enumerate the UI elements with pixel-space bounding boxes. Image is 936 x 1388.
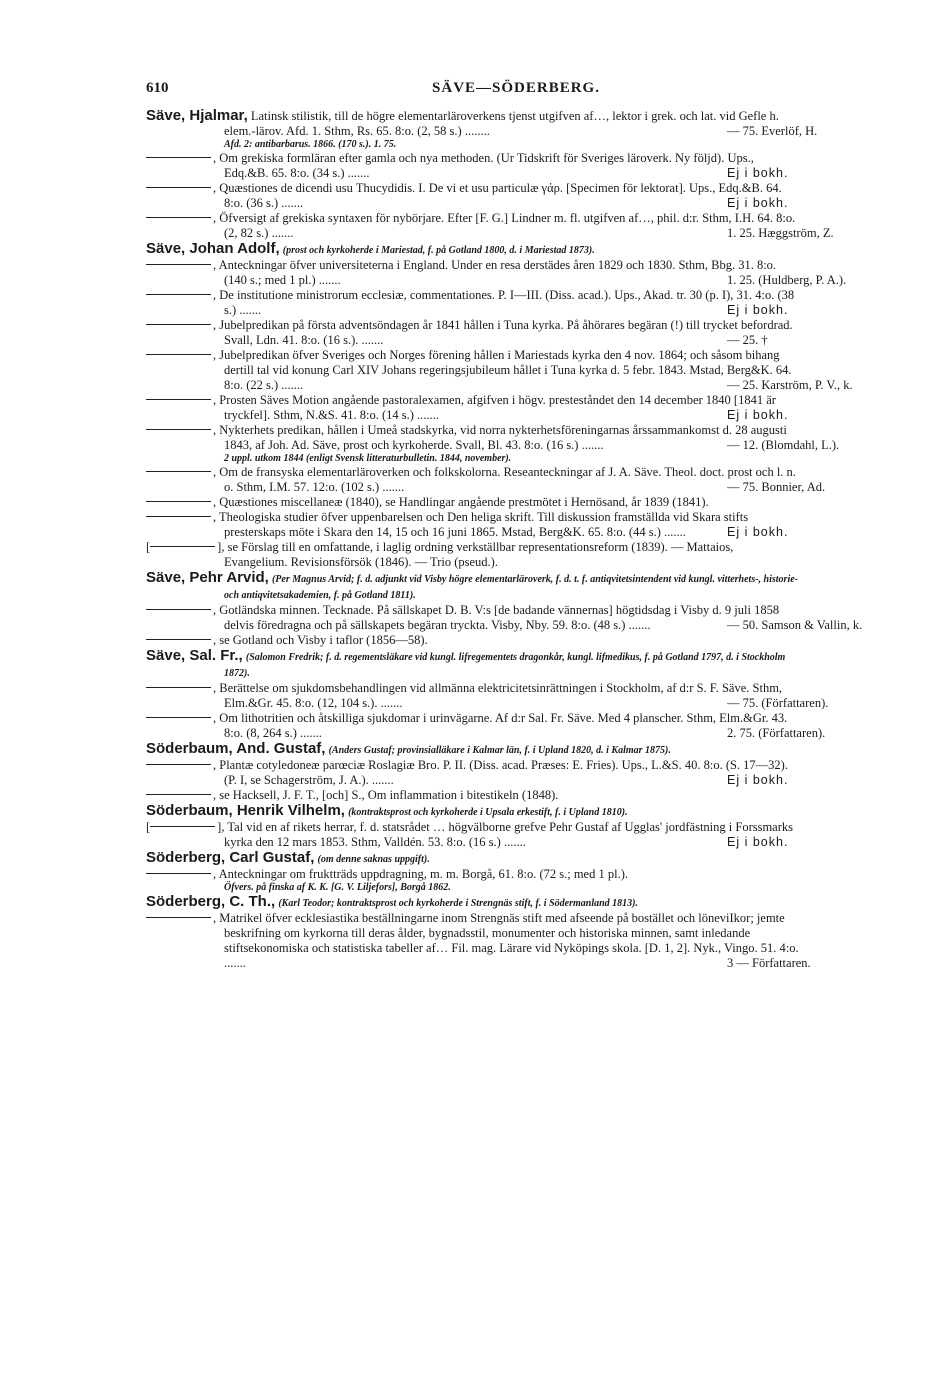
author-heading — [146, 241, 799, 258]
author-heading — [146, 741, 799, 758]
work-entry: , Öfversigt af grekiska syntaxen för nybörjare. Efter [F. G.] Lindner m. fl. utgifven af…, phil. d:r. Sthm, I.H. 64. 8:o. (2, 82 s.) ....... 1. 25. Hæggström, Z. — [146, 211, 799, 241]
work-entry: , Om lithotritien och åtskilliga sjukdomar i urinvägarne. Af d:r Sal. Fr. Säve. Med 4 planscher. Sthm, Elm.&Gr. 43. 8:o. (8, 264 s.) ....... 2. 75. (Författaren). — [146, 711, 799, 741]
page-number: 610 — [146, 80, 169, 96]
author-note: (Anders Gustaf; provinsialläkare i Kalmar län, f. i Upland 1820, d. i Kalmar 1875). — [328, 745, 671, 756]
work-entry: , Berättelse om sjukdomsbehandlingen vid allmänna elektricitetsinrättningen i Stockholm, af d:r S. F. Säve. Sthm, Elm.&Gr. 45. 8:o. (12, 104 s.). ....... — 75. (Författaren). — [146, 681, 799, 711]
work-title: Jubelpredikan öfver Sveriges och Norges förening hållen i Mariestads kyrka den 4 nov. 1864; och såsom bihang dertill tal vid konung Carl XIV Johans regeringsjubileum hållet i Tuna kyrka d. 5 febr. 1843. Mstad, Berg&K. 64. 8:o. (22 s.) ....... — [219, 348, 792, 392]
author-entry — [146, 894, 914, 971]
author-heading — [146, 803, 799, 820]
work-title: Quæstiones de dicendi usu Thucydidis. I. De vi et usu particulæ γάρ. [Specimen för lektorat]. Ups., Edq.&B. 64. 8:o. (36 s.) ....... — [219, 181, 782, 210]
entry-dash — [146, 264, 211, 265]
work-entry: , Om grekiska formläran efter gamla och nya methoden. (Ur Tidskrift för Sveriges läroverk. Ny följd). Ups., Edq.&B. 65. 8:o. (34 s.) ....... Ej i bokh. — [146, 151, 799, 181]
work-entry: , Anteckningar om fruktträds uppdragning, m. m. Borgå, 61. 8:o. (72 s.; med 1 pl.). — [146, 867, 799, 882]
work-title: Matrikel öfver ecklesiastika beställningarne inom Strengnäs stift med afseende på bostället och löneviIkor; jemte beskrifning om kyrkorna till deras ålder, bygnadsstil, monumenter och historiska minnen, samt inledande stiftsekonomiska och statistiska tabeller af… Fil. mag. Lärare vid Nyköpings skola. [D. 1, 2]. Nyk., Vingo. 51. 4:o. ....... — [219, 911, 799, 970]
price-publisher: Ej i bokh. — [727, 835, 789, 849]
work-entry: [ ], Tal vid en af rikets herrar, f. d. statsrådet … högvälborne grefve Pehr Gustaf af Ugglas' jordfästning i Forssmarks kyrka den 12 mars 1853. Sthm, Valldén. 53. 8:o. (16 s.) ....... Ej i bokh. — [146, 820, 799, 850]
work-title: Jubelpredikan på första adventsöndagen år 1841 hållen i Tuna kyrka. På åhörares begäran (!) till trycket befordrad. Svall, Ldn. 41. 8:o. (16 s.). ....... — [219, 318, 793, 347]
work-title: se Förslag till en omfattande, i laglig ordning verkställbar representationsreform (1839). — Mattaios, Evangelium. Revisionsförsök (1846). — Trio (pseud.). — [224, 540, 734, 569]
work-title: Nykterhets predikan, hållen i Umeå stadskyrka, vid norra nykterhetsföreningarnas årssammankomst d. 28 augusti 1843, af Joh. Ad. Säve, prost och kyrkoherde. Svall, Bl. 43. 8:o. (16 s.) ....... — [219, 423, 787, 452]
work-entry: , Gotländska minnen. Tecknade. På sällskapet D. B. V:s [de badande vännernas] högtidsdag i Visby d. 9 juli 1858 delvis föredragna och på sällskapets begäran tryckta. Visby, Nby. 59. 8:o. (48 s.) ....... — 50. Samson & Vallin, k. — [146, 603, 799, 633]
entry-dash — [146, 429, 211, 430]
entry-dash — [146, 687, 211, 688]
author-heading — [146, 648, 799, 681]
work-entry: , Om de fransyska elementarläroverken och folkskolorna. Reseanteckningar af J. A. Säve. Theol. doct. prost och l. n. o. Sthm, I.M. 57. 12:o. (102 s.) ....... — 75. Bonnier, Ad. — [146, 465, 799, 495]
work-title: se Gotland och Visby i taflor (1856—58). — [219, 633, 428, 647]
price-publisher: Ej i bokh. — [727, 408, 789, 422]
price-publisher: — 75. Bonnier, Ad. — [727, 480, 826, 494]
author-name: Säve, Sal. Fr., — [146, 647, 243, 664]
work-entry: , Theologiska studier öfver uppenbarelsen och Den heliga skrift. Till diskussion framställda vid Skara stifts presterskaps möte i Skara den 14, 15 och 16 juni 1865. Mstad, Berg&K. 65. 8:o. (44 s.) ....... Ej i bokh. — [146, 510, 799, 540]
work-title: Prosten Säves Motion angående pastoralexamen, afgifven i högv. presteståndet den 14 december 1840 [1841 är tryckfel]. Sthm, N.&S. 41. 8:o. (14 s.) ....... — [219, 393, 776, 422]
author-note: (Karl Teodor; kontraktsprost och kyrkoherde i Strengnäs stift, f. i Södermanland 1813). — [278, 898, 638, 909]
entries-list — [146, 108, 914, 971]
work-title: Tal vid en af rikets herrar, f. d. statsrådet … högvälborne grefve Pehr Gustaf af Ugglas' jordfästning i Forssmarks kyrka den 12 mars 1853. Sthm, Valldén. 53. 8:o. (16 s.) ....... — [224, 820, 794, 849]
price-publisher: — 25. Karström, P. V., k. — [727, 378, 853, 392]
author-entry — [146, 241, 914, 570]
work-title: Quæstiones miscellaneæ (1840), se Handlingar angående prestmötet i Hernösand, år 1839 (1841). — [219, 495, 709, 509]
work-title: Gotländska minnen. Tecknade. På sällskapet D. B. V:s [de badande vännernas] högtidsdag i Visby d. 9 juli 1858 delvis föredragna och på sällskapets begäran tryckta. Visby, Nby. 59. 8:o. (48 s.) ....... — [219, 603, 780, 632]
entry-dash — [146, 717, 211, 718]
entry-dash — [146, 354, 211, 355]
work-entry: , Jubelpredikan öfver Sveriges och Norges förening hållen i Mariestads kyrka den 4 nov. 1864; och såsom bihang dertill tal vid konung Carl XIV Johans regeringsjubileum hållet i Tuna kyrka d. 5 febr. 1843. Mstad, Berg&K. 64. 8:o. (22 s.) ....... — 25. Karström, P. V., k. — [146, 348, 799, 393]
work-entry: , Prosten Säves Motion angående pastoralexamen, afgifven i högv. presteståndet den 14 december 1840 [1841 är tryckfel]. Sthm, N.&S. 41. 8:o. (14 s.) ....... Ej i bokh. — [146, 393, 799, 423]
work-title: Om de fransyska elementarläroverken och folkskolorna. Reseanteckningar af J. A. Säve. Theol. doct. prost och l. n. o. Sthm, I.M. 57. 12:o. (102 s.) ....... — [219, 465, 796, 494]
entry-dash — [146, 217, 211, 218]
author-name: Söderberg, C. Th., — [146, 893, 276, 910]
work-note: Afd. 2: antibarbarus. 1866. (170 s.). 1. 75. — [224, 139, 397, 150]
price-publisher: — 75. (Författaren). — [727, 696, 829, 710]
price-publisher: Ej i bokh. — [727, 303, 789, 317]
author-name: Säve, Hjalmar, — [146, 107, 248, 124]
entry-dash — [146, 764, 211, 765]
author-note: (Per Magnus Arvid; f. d. adjunkt vid Visby högre elementarläroverk, f. d. t. f. antiqvitetsintendent vid kungl. vitterhets-, historie- och antiqvitetsakademien, f. på Gotland 1811). — [224, 574, 798, 601]
author-entry — [146, 108, 914, 241]
work-entry: , se Gotland och Visby i taflor (1856—58). — [146, 633, 799, 648]
entry-dash — [146, 639, 211, 640]
price-publisher: 1. 25. Hæggström, Z. — [727, 226, 834, 240]
work-title: se Hacksell, J. F. T., [och] S., Om inflammation i bitestikeln (1848). — [219, 788, 559, 802]
work-entry: , Quæstiones de dicendi usu Thucydidis. I. De vi et usu particulæ γάρ. [Specimen för lektorat]. Ups., Edq.&B. 64. 8:o. (36 s.) ....... Ej i bokh. — [146, 181, 799, 211]
work-entry: [ ], se Förslag till en omfattande, i laglig ordning verkställbar representationsreform (1839). — Mattaios, Evangelium. Revisionsförsök (1846). — Trio (pseud.). — [146, 540, 734, 569]
price-publisher: — 75. Everlöf, H. — [727, 124, 818, 138]
work-title: Plantæ cotyledoneæ parœciæ Roslagiæ Bro. P. II. (Diss. acad. Præses: E. Fries). Ups., L.&S. 40. 8:o. (S. 17—32). (P. I, se Schagerström, J. A.). ....... — [219, 758, 788, 787]
entry-dash — [146, 324, 211, 325]
author-note: (om denne saknas uppgift). — [317, 854, 430, 865]
work-title: Om lithotritien och åtskilliga sjukdomar i urinvägarne. Af d:r Sal. Fr. Säve. Med 4 planscher. Sthm, Elm.&Gr. 43. 8:o. (8, 264 s.) ....... — [219, 711, 788, 740]
author-entry — [146, 803, 914, 850]
work-title: Latinsk stilistik, till de högre elementarläroverkens tjenst utgifven af…, lektor i grek. och lat. vid Gefle h. elem.-lärov. Afd. 1. Sthm, Rs. 65. 8:o. (2, 58 s.) ........ — [224, 109, 779, 138]
price-publisher: 2. 75. (Författaren). — [727, 726, 826, 740]
work-title: Berättelse om sjukdomsbehandlingen vid allmänna elektricitetsinrättningen i Stockholm, af d:r S. F. Säve. Sthm, Elm.&Gr. 45. 8:o. (12, 104 s.). ....... — [219, 681, 783, 710]
work-title: Theologiska studier öfver uppenbarelsen och Den heliga skrift. Till diskussion framställda vid Skara stifts presterskaps möte i Skara den 14, 15 och 16 juni 1865. Mstad, Berg&K. 65. 8:o. (44 s.) ....... — [219, 510, 749, 539]
price-publisher: 3 — Författaren. — [727, 956, 811, 970]
work-entry: , Matrikel öfver ecklesiastika beställningarne inom Strengnäs stift med afseende på bostället och löneviIkor; jemte beskrifning om kyrkorna till deras ålder, bygnadsstil, monumenter och historiska minnen, samt inledande stiftsekonomiska och statistiska tabeller af… Fil. mag. Lärare vid Nyköpings skola. [D. 1, 2]. Nyk., Vingo. 51. 4:o. ....... 3 — Författaren. — [146, 911, 799, 971]
author-note: (kontraktsprost och kyrkoherde i Upsala erkestift, f. i Upland 1810). — [348, 807, 628, 818]
work-entry: , De institutione ministrorum ecclesiæ, commentationes. P. I—III. (Diss. acad.). Ups., Akad. tr. 30 (p. I), 31. 4:o. (38 s.) ....... Ej i bokh. — [146, 288, 799, 318]
work-title: Anteckningar om fruktträds uppdragning, m. m. Borgå, 61. 8:o. (72 s.; med 1 pl.). — [218, 867, 628, 881]
price-publisher: Ej i bokh. — [727, 525, 789, 539]
entry-dash — [146, 501, 211, 502]
author-heading — [146, 107, 818, 139]
entry-dash — [150, 826, 215, 827]
entry-dash — [146, 294, 211, 295]
author-name: Säve, Pehr Arvid, — [146, 569, 269, 586]
author-name: Söderbaum, Henrik Vilhelm, — [146, 802, 345, 819]
price-publisher: 1. 25. (Huldberg, P. A.). — [727, 273, 847, 287]
author-entry — [146, 570, 914, 648]
work-entry: , Quæstiones miscellaneæ (1840), se Handlingar angående prestmötet i Hernösand, år 1839 (1841). — [146, 495, 799, 510]
work-entry: , Anteckningar öfver universiteterna i England. Under en resa derstädes åren 1829 och 1830. Sthm, Bbg. 31. 8:o. (140 s.; med 1 pl.) ....... 1. 25. (Huldberg, P. A.). — [146, 258, 799, 288]
work-entry: , se Hacksell, J. F. T., [och] S., Om inflammation i bitestikeln (1848). — [146, 788, 799, 803]
entry-dash — [146, 187, 211, 188]
author-entry — [146, 850, 914, 894]
work-entry: , Jubelpredikan på första adventsöndagen år 1841 hållen i Tuna kyrka. På åhörares begäran (!) till trycket befordrad. Svall, Ldn. 41. 8:o. (16 s.). ....... — 25. † — [146, 318, 799, 348]
price-publisher: — 25. † — [727, 333, 768, 347]
work-title: Anteckningar öfver universiteterna i England. Under en resa derstädes åren 1829 och 1830. Sthm, Bbg. 31. 8:o. (140 s.; med 1 pl.) ....... — [218, 258, 777, 287]
price-publisher: — 12. (Blomdahl, L.). — [727, 438, 840, 452]
entry-dash — [146, 794, 211, 795]
entry-dash — [146, 471, 211, 472]
author-name: Säve, Johan Adolf, — [146, 240, 280, 257]
price-publisher: Ej i bokh. — [727, 773, 789, 787]
author-heading — [146, 570, 799, 603]
author-note: (prost och kyrkoherde i Mariestad, f. på Gotland 1800, d. i Mariestad 1873). — [282, 245, 595, 256]
author-heading — [146, 850, 799, 867]
entry-dash — [146, 399, 211, 400]
author-heading — [146, 894, 799, 911]
author-name: Söderbaum, And. Gustaf, — [146, 740, 326, 757]
work-note: Öfvers. på finska af K. K. [G. V. Liljefors], Borgå 1862. — [224, 882, 451, 893]
author-entry — [146, 648, 914, 741]
price-publisher: — 50. Samson & Vallin, k. — [727, 618, 863, 632]
entry-dash — [146, 873, 211, 874]
author-name: Söderberg, Carl Gustaf, — [146, 849, 315, 866]
running-title: SÄVE—SÖDERBERG. — [432, 80, 600, 96]
entry-dash — [146, 609, 211, 610]
work-title: Om grekiska formläran efter gamla och nya methoden. (Ur Tidskrift för Sveriges läroverk. Ny följd). Ups., Edq.&B. 65. 8:o. (34 s.) ....... — [219, 151, 754, 180]
price-publisher: Ej i bokh. — [727, 166, 789, 180]
work-note: 2 uppl. utkom 1844 (enligt Svensk litteraturbulletin. 1844, november). — [224, 453, 512, 464]
entry-dash — [146, 516, 211, 517]
price-publisher: Ej i bokh. — [727, 196, 789, 210]
author-entry — [146, 741, 914, 803]
work-title: De institutione ministrorum ecclesiæ, commentationes. P. I—III. (Diss. acad.). Ups., Akad. tr. 30 (p. I), 31. 4:o. (38 s.) ....... — [219, 288, 795, 317]
page-header — [146, 80, 886, 100]
entry-dash — [146, 917, 211, 918]
entry-dash — [150, 546, 215, 547]
work-title: Öfversigt af grekiska syntaxen för nybörjare. Efter [F. G.] Lindner m. fl. utgifven af…, phil. d:r. Sthm, I.H. 64. 8:o. (2, 82 s.) ....... — [219, 211, 796, 240]
work-entry: , Nykterhets predikan, hållen i Umeå stadskyrka, vid norra nykterhetsföreningarnas årssammankomst d. 28 augusti 1843, af Joh. Ad. Säve, prost och kyrkoherde. Svall, Bl. 43. 8:o. (16 s.) ....... — 12. (Blomdahl, L.). — [146, 423, 799, 453]
author-note: (Salomon Fredrik; f. d. regementsläkare vid kungl. lifregementets dragonkår, kungl. lifmedikus, f. på Gotland 1797, d. i Stockholm 1872). — [224, 652, 786, 679]
entry-dash — [146, 157, 211, 158]
work-entry: , Plantæ cotyledoneæ parœciæ Roslagiæ Bro. P. II. (Diss. acad. Præses: E. Fries). Ups., L.&S. 40. 8:o. (S. 17—32). (P. I, se Schagerström, J. A.). ....... Ej i bokh. — [146, 758, 799, 788]
